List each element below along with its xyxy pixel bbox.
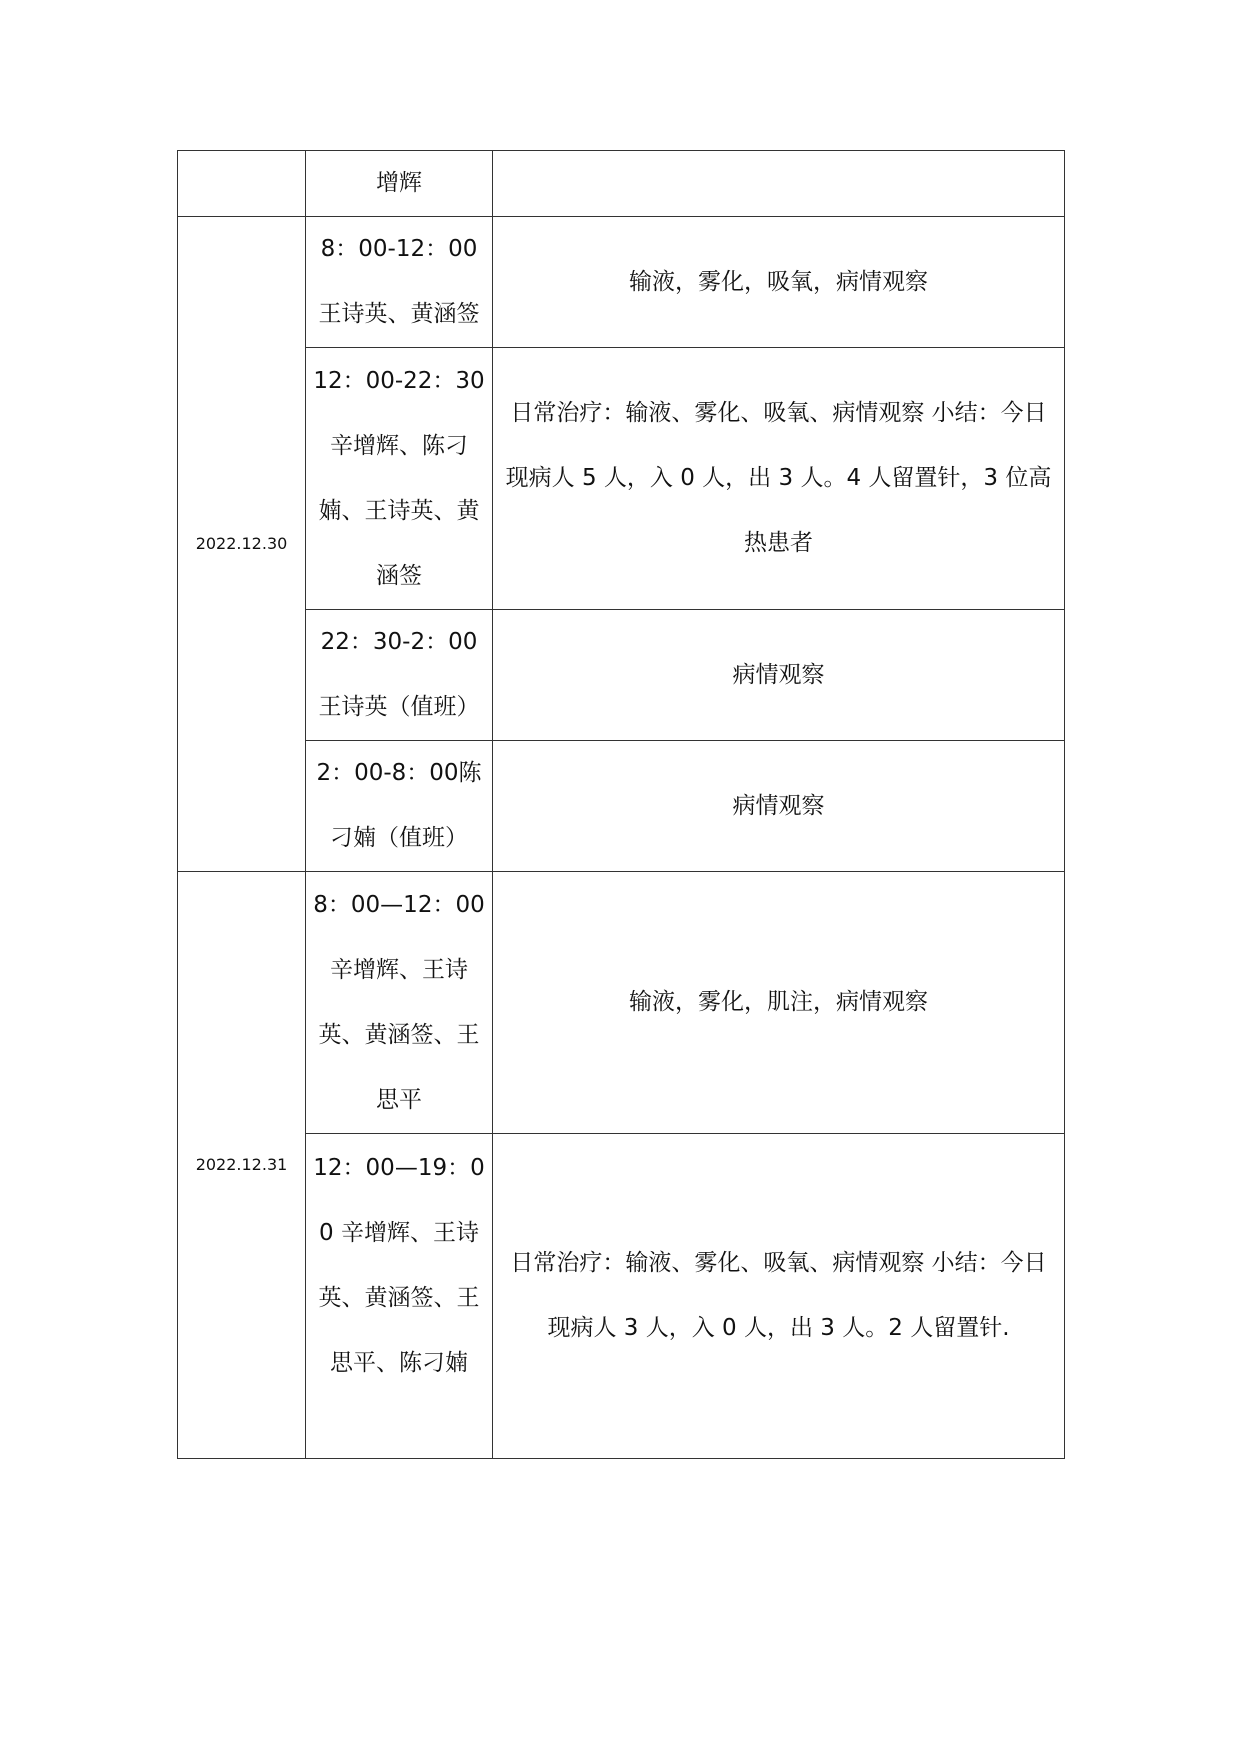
duty-schedule-table	[177, 150, 1065, 1459]
staff-cell: 增辉	[306, 151, 493, 217]
time-staff-cell: 8：00—12：00辛增辉、王诗英、黄涵签、王思平	[306, 872, 493, 1134]
table-row	[178, 741, 1065, 872]
date-cell: 2022.12.30	[178, 217, 306, 872]
tasks-cell: 病情观察	[493, 741, 1065, 872]
date-cell	[178, 151, 306, 217]
tasks-cell	[493, 151, 1065, 217]
time-staff-cell: 12：00-22：30辛增辉、陈刁婻、王诗英、黄涵签	[306, 348, 493, 610]
table-row	[178, 151, 1065, 217]
tasks-cell: 病情观察	[493, 610, 1065, 741]
table-row	[178, 217, 1065, 348]
table-row	[178, 348, 1065, 610]
tasks-cell: 输液，雾化，吸氧，病情观察	[493, 217, 1065, 348]
tasks-cell: 日常治疗：输液、雾化、吸氧、病情观察 小结：今日现病人 5 人，入 0 人，出 3 人。4 人留置针，3 位高热患者	[493, 348, 1065, 610]
table-row	[178, 1134, 1065, 1459]
table-row	[178, 872, 1065, 1134]
time-staff-cell: 2：00-8：00陈刁婻（值班）	[306, 741, 493, 872]
time-staff-cell: 12：00—19：00 辛增辉、王诗英、黄涵签、王思平、陈刁婻	[306, 1134, 493, 1459]
tasks-cell: 输液，雾化，肌注，病情观察	[493, 872, 1065, 1134]
tasks-cell: 日常治疗：输液、雾化、吸氧、病情观察 小结：今日现病人 3 人，入 0 人，出 3 人。2 人留置针.	[493, 1134, 1065, 1459]
date-cell: 2022.12.31	[178, 872, 306, 1459]
time-staff-cell: 22：30-2：00王诗英（值班）	[306, 610, 493, 741]
time-staff-cell: 8：00-12：00王诗英、黄涵签	[306, 217, 493, 348]
table-row	[178, 610, 1065, 741]
